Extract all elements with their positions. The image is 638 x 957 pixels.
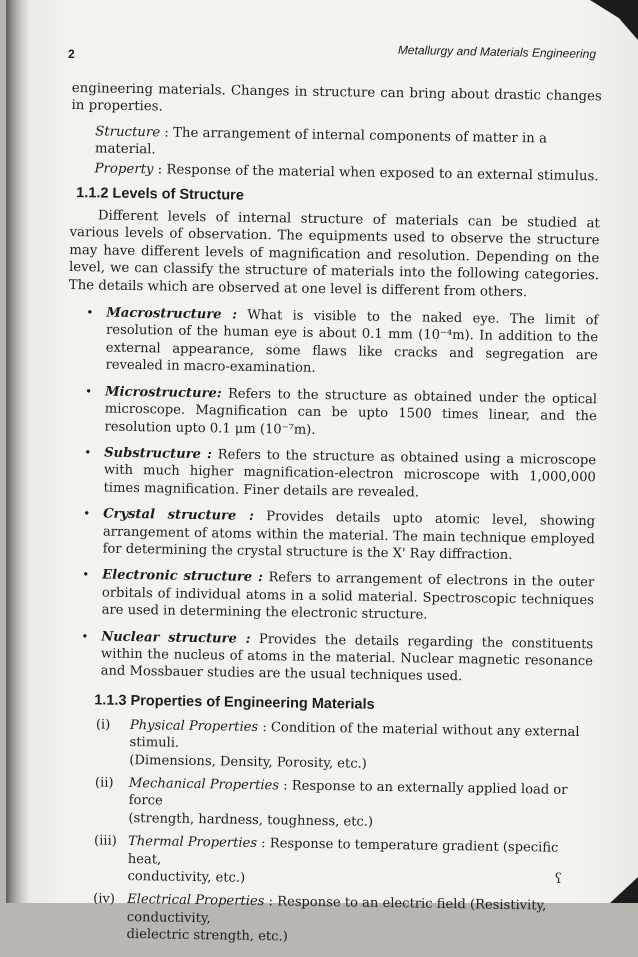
property-item-electrical bbox=[58, 890, 589, 951]
bullet-icon: • bbox=[82, 567, 90, 582]
property-item-term: Electrical Properties bbox=[127, 892, 265, 910]
bullet-icon: • bbox=[85, 383, 93, 399]
continuation-paragraph: engineering materials. Changes in structure can bring about drastic changes in properties. bbox=[71, 80, 602, 115]
structure-term: Structure bbox=[95, 124, 161, 141]
scan-corner-top-right bbox=[590, 0, 638, 40]
list-item-term: Macrostructure : bbox=[106, 305, 238, 323]
property-text: : Response of the material when exposed to an external stimulus. bbox=[153, 161, 599, 184]
property-item-term: Thermal Properties bbox=[127, 834, 258, 852]
list-item-text: Refers to arrangement of electrons in the outer orbitals of individual atoms in a solid material. Spectroscopic techniques are used in determining the electronic structure. bbox=[101, 570, 595, 623]
list-item-term: Electronic structure : bbox=[102, 567, 264, 586]
property-number: (i) bbox=[95, 717, 111, 733]
list-item-nuclear-structure bbox=[63, 627, 594, 688]
list-item-macrostructure bbox=[67, 304, 598, 382]
page-content bbox=[58, 80, 602, 957]
list-item-crystal-structure bbox=[65, 505, 596, 566]
bullet-icon: • bbox=[83, 506, 91, 521]
property-item-term: Physical Properties bbox=[129, 717, 259, 735]
list-item-term: Nuclear structure : bbox=[101, 629, 251, 647]
property-number: (iii) bbox=[93, 833, 117, 850]
properties-heading: 1.1.3 Properties of Engineering Materials bbox=[94, 692, 375, 713]
list-item-term: Crystal structure : bbox=[103, 506, 255, 525]
bullet-icon: • bbox=[86, 305, 94, 320]
list-item-text: Refers to the structure as obtained under the optical microscope. Magnification can be upto 1500 times linear, and the resolution upto 0.1 μm (10⁻⁷m). bbox=[104, 386, 598, 438]
scan-corner-bottom-right bbox=[610, 877, 638, 903]
structure-definition bbox=[95, 123, 601, 166]
property-term: Property bbox=[94, 160, 154, 177]
property-item-mechanical bbox=[60, 774, 591, 835]
list-item-text: Provides details upto atomic level, showing arrangement of atoms within the material. The main technique employed for determining the crystal structure is the X' Ray diffraction. bbox=[102, 509, 596, 563]
property-item-text: : Condition of the material without any external stimuli. bbox=[129, 719, 580, 751]
property-number: (iv) bbox=[93, 891, 116, 908]
structure-text: : The arrangement of internal components of matter in a material. bbox=[94, 125, 548, 158]
list-item-term: Substructure : bbox=[104, 445, 213, 463]
levels-list bbox=[63, 304, 599, 688]
property-item-text: : Response to temperature gradient (specific heat, bbox=[127, 836, 559, 868]
property-item-term: Mechanical Properties bbox=[128, 775, 280, 794]
list-item-electronic-structure bbox=[64, 566, 595, 627]
list-item-text: What is visible to the naked eye. The limit of resolution of the human eye is about 0.1 mm (10⁻⁴m). In addition to the external appearance, some flaws like cracks and segregation are revealed in macro-examination. bbox=[105, 307, 599, 377]
page-number: 2 bbox=[68, 47, 75, 61]
property-item-text: : Response to an electric field (Resistivity, conductivity, bbox=[126, 894, 547, 927]
bullet-icon: • bbox=[84, 445, 92, 460]
list-item-term: Microstructure: bbox=[104, 384, 222, 402]
property-item-thermal bbox=[59, 832, 590, 893]
levels-heading: 1.1.2 Levels of Structure bbox=[76, 185, 244, 204]
list-item-text: Provides the details regarding the constituents within the nucleus of atoms in the material. Nuclear magnetic resonance and Mossbauer studies are the usual techniques used. bbox=[100, 631, 594, 685]
properties-list bbox=[58, 716, 591, 951]
stray-pen-mark: ʕ bbox=[554, 871, 562, 887]
property-number: (ii) bbox=[94, 775, 114, 791]
list-item-text: Refers to the structure as obtained using a microscope with much higher magnification-electron microscope with 1,000,000 times magnification. Finer details are revealed. bbox=[103, 447, 597, 501]
levels-paragraph: Different levels of internal structure of materials can be studied at various levels of observation. The equipments used to observe the structure may have different levels of magnification and resolution. Depending on the level, we can classify the structure of materials into the following categories. The details which are observed at one level is different from others. bbox=[68, 208, 600, 300]
property-item-detail: (Dimensions, Density, Porosity, etc.) bbox=[129, 752, 367, 772]
bullet-icon: • bbox=[81, 628, 89, 643]
list-item-substructure bbox=[65, 444, 596, 505]
property-item-detail: conductivity, etc.) bbox=[127, 869, 246, 886]
book-page bbox=[6, 0, 638, 945]
book-binding-shadow bbox=[6, 0, 30, 903]
property-item-detail: dielectric strength, etc.) bbox=[126, 927, 288, 945]
list-item-microstructure bbox=[66, 383, 597, 444]
property-item-text: : Response to an externally applied load or force bbox=[128, 778, 568, 809]
property-item-physical bbox=[61, 716, 592, 777]
running-title: Metallurgy and Materials Engineering bbox=[397, 42, 596, 61]
property-item-detail: (strength, hardness, toughness, etc.) bbox=[128, 810, 374, 830]
